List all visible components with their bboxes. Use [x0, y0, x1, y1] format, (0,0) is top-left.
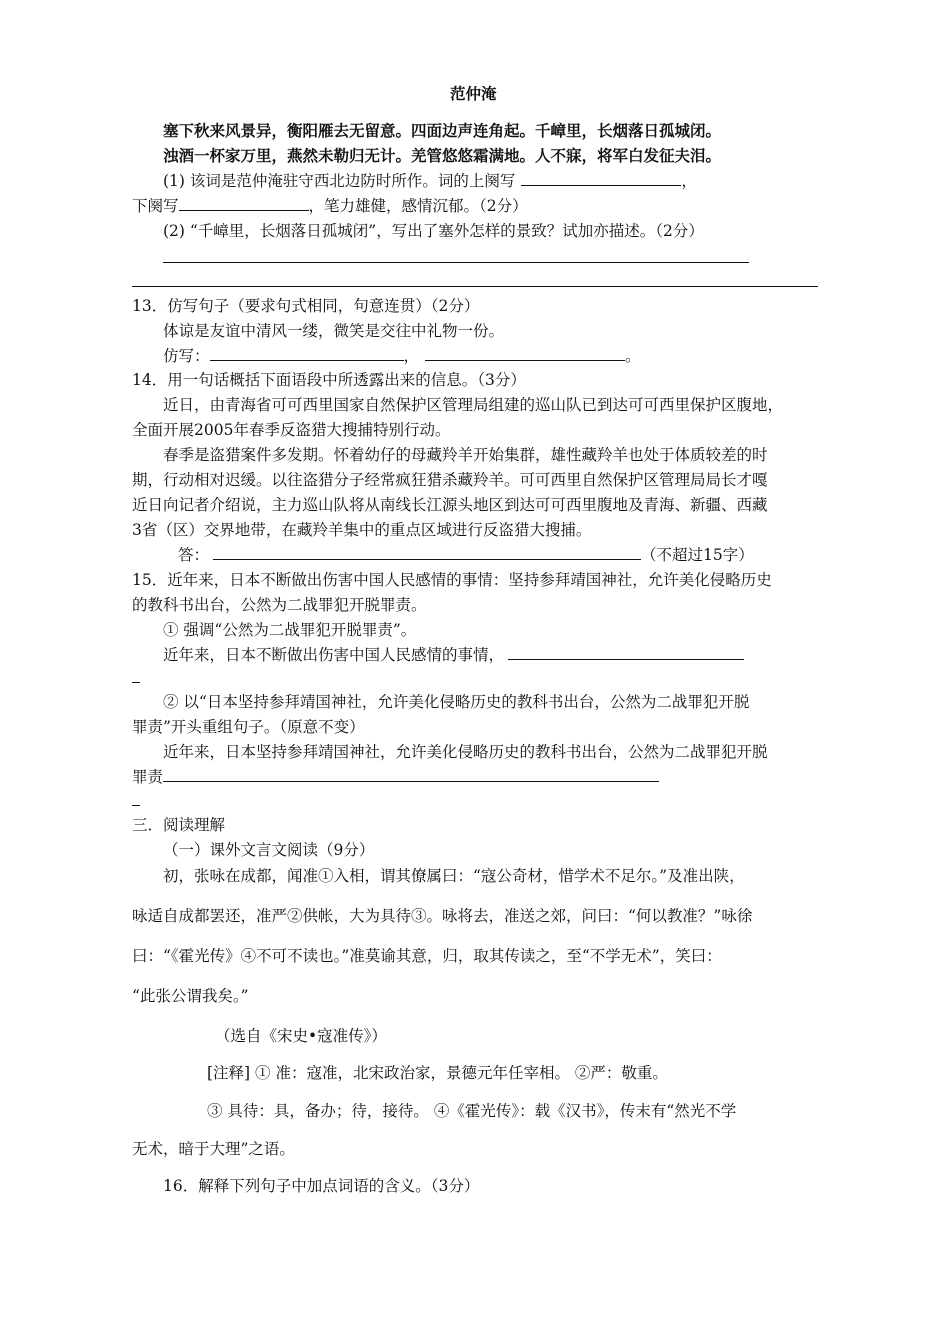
q14-para2-b: 期，行动相对迟缓。以往盗猎分子经常疯狂猎杀藏羚羊。可可西里自然保护区管理局局长才嘎 — [132, 471, 768, 489]
classical-text-line-3: 曰：“《霍光传》④不可不读也。”准莫谕其意，归，取其传读之，至“不学无术”，笑曰： — [132, 947, 722, 965]
q14-para1-b: 全面开展2005年春季反盗猎大搜捕特别行动。 — [132, 421, 451, 439]
answer-blank[interactable] — [210, 346, 404, 361]
answer-line[interactable] — [163, 262, 749, 263]
answer-line[interactable] — [132, 286, 818, 287]
q13-example: 体谅是友谊中清风一缕，微笑是交往中礼物一份。 — [163, 322, 505, 340]
q14-para1-a: 近日，由青海省可可西里国家自然保护区管理局组建的巡山队已到达可可西里保护区腹地， — [163, 396, 784, 414]
section3-title: 三．阅读理解 — [132, 816, 226, 834]
answer-blank[interactable] — [179, 196, 309, 211]
q15-sub2-b: 罪责”开头重组句子。（原意不变） — [132, 718, 365, 736]
poem-line-1: 塞下秋来风景异，衡阳雁去无留意。四面边声连角起。千嶂里，长烟落日孤城闭。 — [163, 121, 722, 140]
q14-answer: 答： （不超过15字） — [178, 546, 754, 564]
q15-sub1: ① 强调“公然为二战罪犯开脱罪责”。 — [163, 621, 417, 639]
q14-para2-d: 3省（区）交界地带，在藏羚羊集中的重点区域进行反盗猎大搜捕。 — [132, 521, 592, 539]
annotation-1: [注释] ① 准：寇准，北宋政治家，景德元年任宰相。 ②严：敬重。 — [207, 1064, 668, 1082]
classical-text-line-1: 初，张咏在成都，闻准①入相，谓其僚属曰：“寇公奇材，惜学术不足尔。”及准出陕， — [163, 867, 745, 885]
q12-part1-line-b: 下阕写 ，笔力雄健，感情沉郁。（2分） — [132, 197, 528, 215]
answer-blank[interactable] — [508, 645, 744, 660]
annotation-3: 无术，暗于大理”之语。 — [132, 1140, 295, 1158]
q12-part1-line-a: (1) 该词是范仲淹驻守西北边防时所作。词的上阕写 ， — [163, 172, 697, 190]
poem-line-2: 浊酒一杯家万里，燕然未勒归无计。羌管悠悠霜满地。人不寐，将军白发征夫泪。 — [163, 146, 722, 165]
q15-title-a: 15．近年来，日本不断做出伤害中国人民感情的事情：坚持参拜靖国神社，允许美化侵略历史 — [132, 571, 772, 589]
q15-sub2-line-b: 罪责 — [132, 767, 659, 787]
text-source: （选自《宋史•寇准传》） — [215, 1027, 387, 1045]
q15-sub2-line-a: 近年来，日本坚持参拜靖国神社，允许美化侵略历史的教科书出台，公然为二战罪犯开脱 — [163, 743, 768, 761]
answer-blank[interactable] — [425, 346, 625, 361]
q14-para2-c: 近日向记者介绍说，主力巡山队将从南线长江源头地区到达可可西里腹地及青海、新疆、西藏 — [132, 496, 768, 514]
section3-subtitle: （一）课外文言文阅读（9分） — [163, 841, 375, 859]
q15-title-b: 的教科书出台，公然为二战罪犯开脱罪责。 — [132, 596, 427, 614]
annotation-2: ③ 具待：具，备办；待，接待。 ④《霍光传》：载《汉书》，传末有“然光不学 — [207, 1102, 737, 1120]
classical-text-line-4: “此张公谓我矣。” — [132, 987, 249, 1005]
q14-para2-a: 春季是盗猎案件多发期。怀着幼仔的母藏羚羊开始集群，雄性藏羚羊也处于体质较差的时 — [163, 446, 768, 464]
q15-sub2-a: ② 以“日本坚持参拜靖国神社，允许美化侵略历史的教科书出台，公然为二战罪犯开脱 — [163, 693, 750, 711]
poem-title: 范仲淹 — [450, 84, 497, 103]
answer-line-stub — [132, 805, 140, 806]
answer-line-stub — [132, 682, 140, 683]
classical-text-line-2: 咏适自成都罢还，准严②供帐，大为具待③。咏将去，准送之郊，问曰：“何以教准？”咏徐 — [132, 907, 753, 925]
q13-title: 13．仿写句子（要求句式相同，句意连贯）（2分） — [132, 297, 480, 315]
answer-blank[interactable] — [521, 171, 681, 186]
answer-blank[interactable] — [213, 545, 641, 560]
q12-part2: (2) “千嶂里，长烟落日孤城闭”，写出了塞外怎样的景致？试加亦描述。（2分） — [163, 222, 704, 240]
answer-blank[interactable] — [163, 767, 659, 782]
q15-sub1-answer: 近年来，日本不断做出伤害中国人民感情的事情， — [163, 645, 744, 665]
q16-title: 16．解释下列句子中加点词语的含义。（3分） — [163, 1177, 480, 1195]
q13-imitate: 仿写： ， 。 — [163, 347, 641, 365]
q14-title: 14．用一句话概括下面语段中所透露出来的信息。（3分） — [132, 371, 526, 389]
